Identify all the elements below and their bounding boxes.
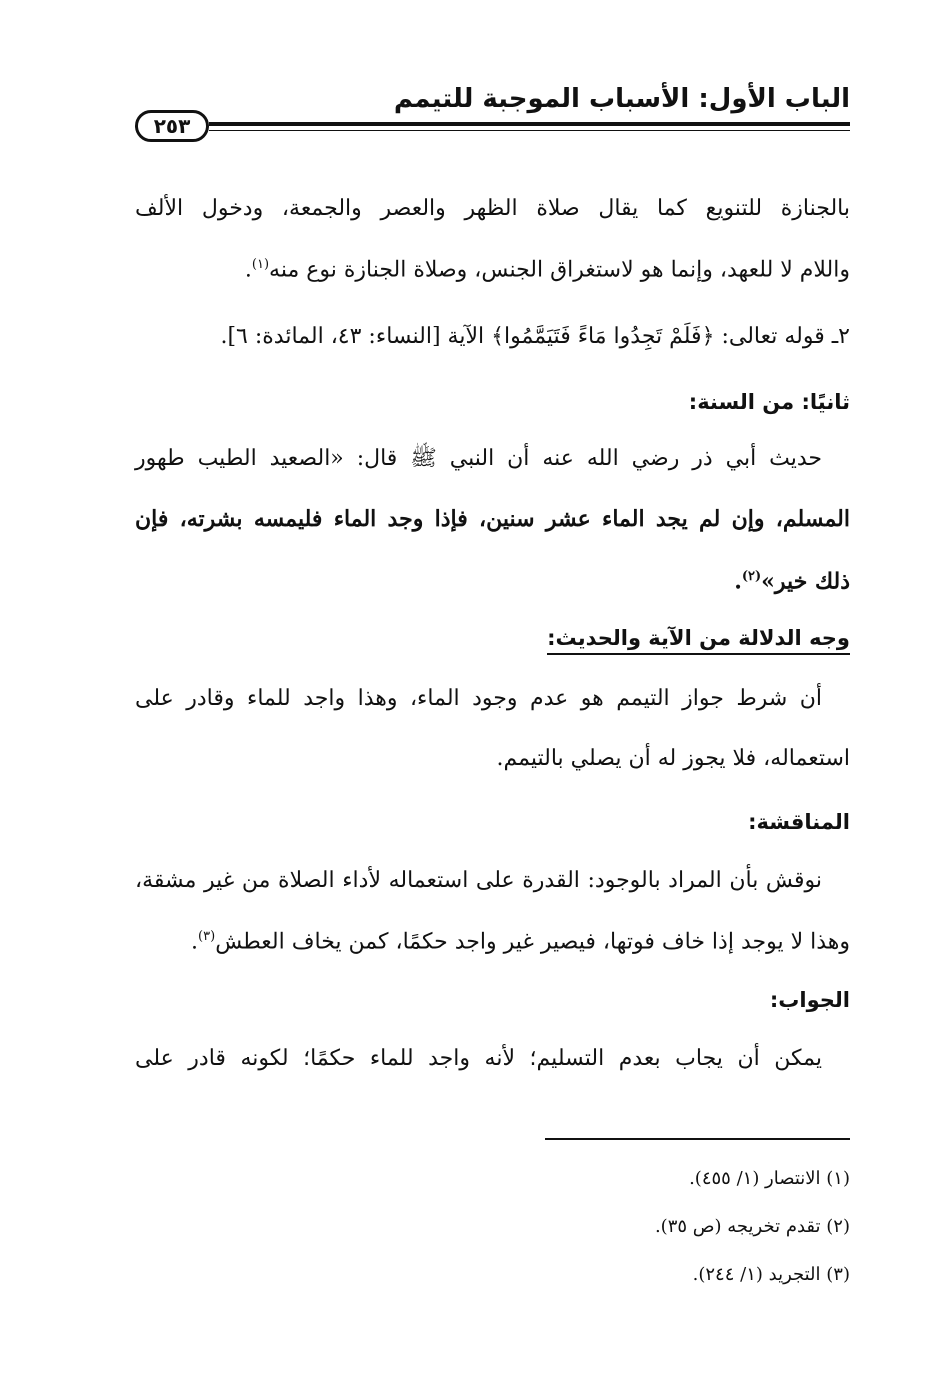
hadith-line-text: حديث أبي ذر رضي الله عنه أن النبي ﷺ قال: «الصعيد الطيب طهور bbox=[135, 446, 822, 471]
heading-sunnah: ثانيًا: من السنة: bbox=[688, 390, 850, 414]
footnote-ref: (٣) bbox=[198, 929, 216, 944]
hadith-line bbox=[135, 448, 850, 470]
body-line-end: . bbox=[244, 257, 252, 283]
hadith-line-text: ذلك خير» bbox=[761, 568, 850, 595]
body-line-end: . bbox=[191, 929, 199, 955]
hadith-line: المسلم، وإن لم يجد الماء عشر سنين، فإذا وجد الماء فليمسه بشرته، فإن bbox=[135, 506, 850, 532]
quran-verse-line: ٢ـ قوله تعالى: ﴿فَلَمْ تَجِدُوا مَاءً فَتَيَمَّمُوا﴾ الآية [النساء: ٤٣، المائدة: ٦]. bbox=[220, 324, 850, 349]
body-line: بالجنازة للتنويع كما يقال صلاة الظهر والعصر والجمعة، ودخول الألف bbox=[135, 196, 850, 221]
body-line: استعماله، فلا يجوز له أن يصلي بالتيمم. bbox=[496, 746, 850, 771]
body-line: نوقش بأن المراد بالوجود: القدرة على استعماله لأداء الصلاة من غير مشقة، bbox=[135, 868, 822, 893]
heading-jawab: الجواب: bbox=[769, 988, 850, 1012]
heading-dalala-text: وجه الدلالة من الآية والحديث: bbox=[547, 628, 850, 655]
page-header bbox=[135, 80, 850, 150]
footnote-ref: (٢) bbox=[741, 569, 762, 584]
body-line: يمكن أن يجاب بعدم التسليم؛ لأنه واجد للماء حكمًا؛ لكونه قادر على bbox=[135, 1046, 822, 1071]
body-line bbox=[135, 258, 850, 281]
body-line-text: وهذا لا يوجد إذا خاف فوتها، فيصير غير واجد حكمًا، كمن يخاف العطش bbox=[215, 929, 850, 955]
footnote-ref: (١) bbox=[251, 257, 270, 272]
footnote: (٣) التجريد (١/ ٢٤٤). bbox=[692, 1264, 850, 1285]
body-line: أن شرط جواز التيمم هو عدم وجود الماء، وهذا واجد للماء وقادر على bbox=[135, 686, 822, 711]
footnote: (٢) تقدم تخريجه (ص ٣٥). bbox=[654, 1216, 850, 1237]
body-line-text: واللام لا للعهد، وإنما هو لاستغراق الجنس، وصلاة الجنازة نوع منه bbox=[269, 257, 850, 283]
hadith-line-end: . bbox=[734, 568, 742, 595]
header-rule-thick bbox=[209, 122, 850, 126]
heading-munaqasha: المناقشة: bbox=[748, 810, 850, 834]
footnote-separator bbox=[545, 1138, 850, 1140]
page-number: ٢٥٣ bbox=[135, 110, 209, 142]
body-line bbox=[135, 930, 850, 953]
hadith-line bbox=[135, 568, 850, 595]
running-head: الباب الأول: الأسباب الموجبة للتيمم bbox=[393, 84, 850, 114]
header-rule-thin bbox=[209, 130, 850, 131]
heading-dalala bbox=[135, 628, 850, 655]
footnote: (١) الانتصار (١/ ٤٥٥). bbox=[689, 1168, 850, 1189]
